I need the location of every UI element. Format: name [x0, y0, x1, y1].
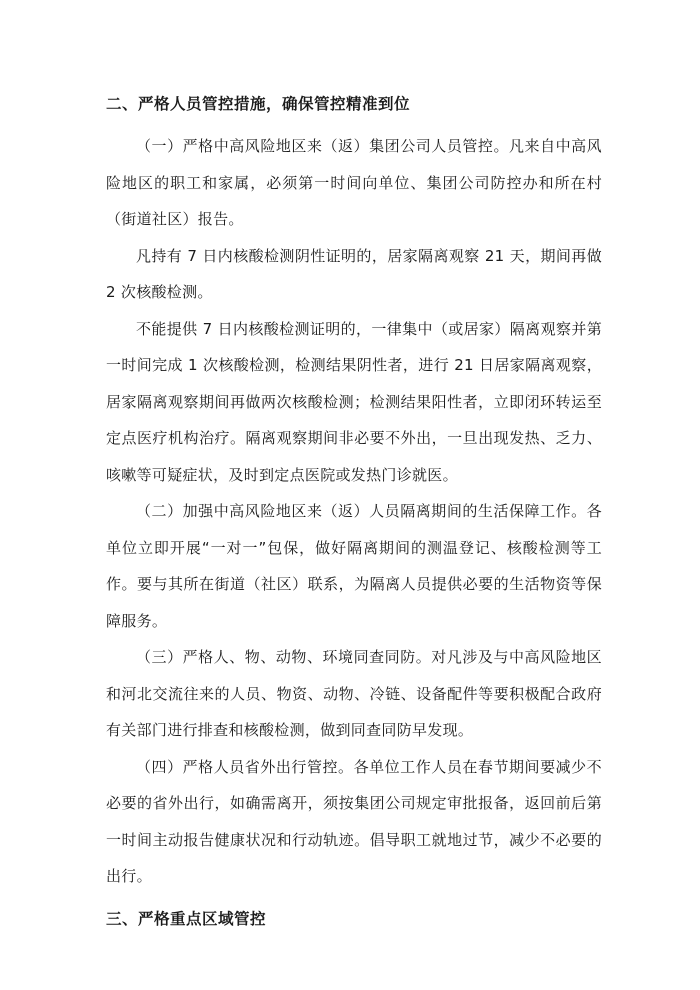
- section-3-heading: 三、严格重点区域管控: [106, 909, 267, 928]
- paragraph-1: （一）严格中高风险地区来（返）集团公司人员管控。凡来自中高风险地区的职工和家属，必须第一时间向单位、集团公司防控办和所在村（街道社区）报告。: [106, 137, 602, 228]
- paragraph-5: （三）严格人、物、动物、环境同查同防。对凡涉及与中高风险地区和河北交流往来的人员、物资、动物、冷链、设备配件等要积极配合政府有关部门进行排查和核酸检测，做到同查同防早发现。: [106, 648, 602, 739]
- paragraph-6: （四）严格人员省外出行管控。各单位工作人员在春节期间要减少不必要的省外出行，如确需离开，须按集团公司规定审批报备，返回前后第一时间主动报告健康状况和行动轨迹。倡导职工就地过节，减少不必要的出行。: [106, 757, 602, 885]
- paragraph-3: 不能提供 7 日内核酸检测证明的，一律集中（或居家）隔离观察并第一时间完成 1 次核酸检测，检测结果阴性者，进行 21 日居家隔离观察，居家隔离观察期间再做两次核酸检测；检测结果阳性者，立即闭环转运至定点医疗机构治疗。隔离观察期间非必要不外出，一旦出现发热、乏力、咳嗽等可疑症状，及时到定点医院或发热门诊就医。: [106, 319, 602, 484]
- paragraph-4: （二）加强中高风险地区来（返）人员隔离期间的生活保障工作。各单位立即开展“一对一”包保，做好隔离期间的测温登记、核酸检测等工作。要与其所在街道（社区）联系，为隔离人员提供必要的生活物资等保障服务。: [106, 502, 602, 630]
- section-2-heading: 二、严格人员管控措施，确保管控精准到位: [106, 95, 411, 113]
- paragraph-2: 凡持有 7 日内核酸检测阴性证明的，居家隔离观察 21 天，期间再做 2 次核酸检测。: [106, 246, 602, 301]
- document-page: [106, 92, 602, 943]
